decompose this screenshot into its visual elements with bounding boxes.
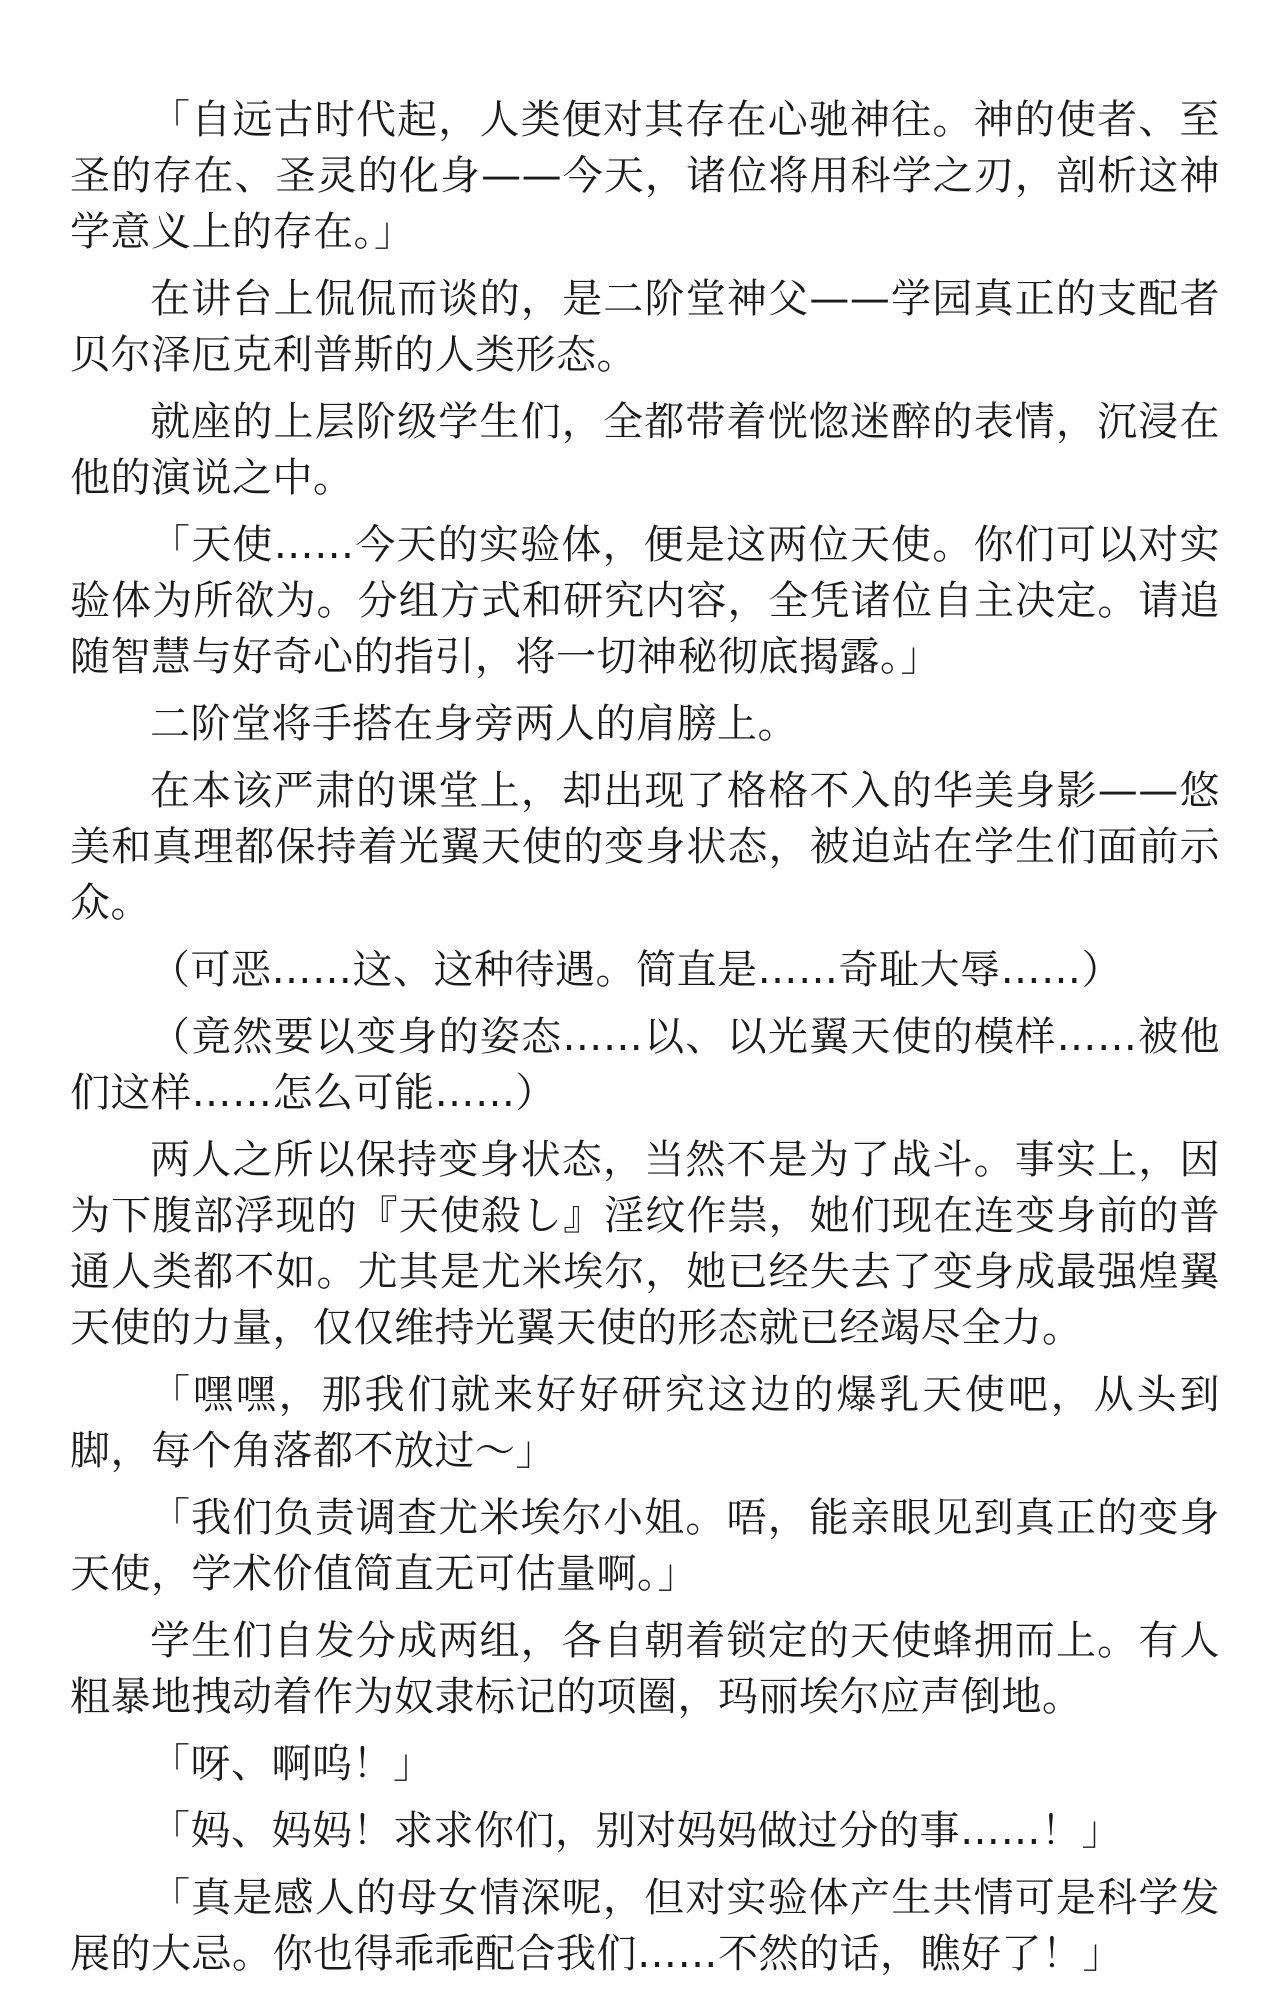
paragraph: 学生们自发分成两组，各自朝着锁定的天使蜂拥而上。有人粗暴地拽动着作为奴隶标记的项圈，玛丽埃尔应声倒地。 (70, 1618, 1220, 1720)
document-page (70, 92, 1220, 1993)
paragraph: （可恶……这、这种待遇。简直是……奇耻大辱……） (150, 947, 1122, 993)
paragraph: 「嘿嘿，那我们就来好好研究这边的爆乳天使吧，从头到脚，每个角落都不放过～」 (70, 1372, 1220, 1474)
paragraph: 「天使……今天的实验体，便是这两位天使。你们可以对实验体为所欲为。分组方式和研究内容，全凭诸位自主决定。请追随智慧与好奇心的指引，将一切神秘彻底揭露。」 (70, 522, 1220, 680)
paragraph: 二阶堂将手搭在身旁两人的肩膀上。 (150, 701, 798, 747)
paragraph: 在本该严肃的课堂上，却出现了格格不入的华美身影——悠美和真理都保持着光翼天使的变身状态，被迫站在学生们面前示众。 (70, 768, 1220, 926)
paragraph: 就座的上层阶级学生们，全都带着恍惚迷醉的表情，沉浸在他的演说之中。 (70, 399, 1220, 501)
paragraph: 两人之所以保持变身状态，当然不是为了战斗。事实上，因为下腹部浮现的『天使殺し』淫纹作祟，她们现在连变身前的普通人类都不如。尤其是尤米埃尔，她已经失去了变身成最强煌翼天使的力量，仅仅维持光翼天使的形态就已经竭尽全力。 (70, 1137, 1220, 1351)
paragraph: 在讲台上侃侃而谈的，是二阶堂神父——学园真正的支配者贝尔泽厄克利普斯的人类形态。 (70, 276, 1220, 378)
paragraph: 「妈、妈妈！求求你们，别对妈妈做过分的事……！」 (150, 1808, 1122, 1854)
paragraph: 「我们负责调查尤米埃尔小姐。唔，能亲眼见到真正的变身天使，学术价值简直无可估量啊。」 (70, 1495, 1220, 1597)
paragraph: 「真是感人的母女情深呢，但对实验体产生共情可是科学发展的大忌。你也得乖乖配合我们……不然的话，瞧好了！」 (70, 1875, 1220, 1977)
paragraph: （竟然要以变身的姿态……以、以光翼天使的模样……被他们这样……怎么可能……） (70, 1014, 1220, 1116)
paragraph: 「自远古时代起，人类便对其存在心驰神往。神的使者、至圣的存在、圣灵的化身——今天，诸位将用科学之刃，剖析这神学意义上的存在。」 (70, 97, 1220, 255)
paragraph: 「呀、啊呜！」 (150, 1741, 434, 1787)
